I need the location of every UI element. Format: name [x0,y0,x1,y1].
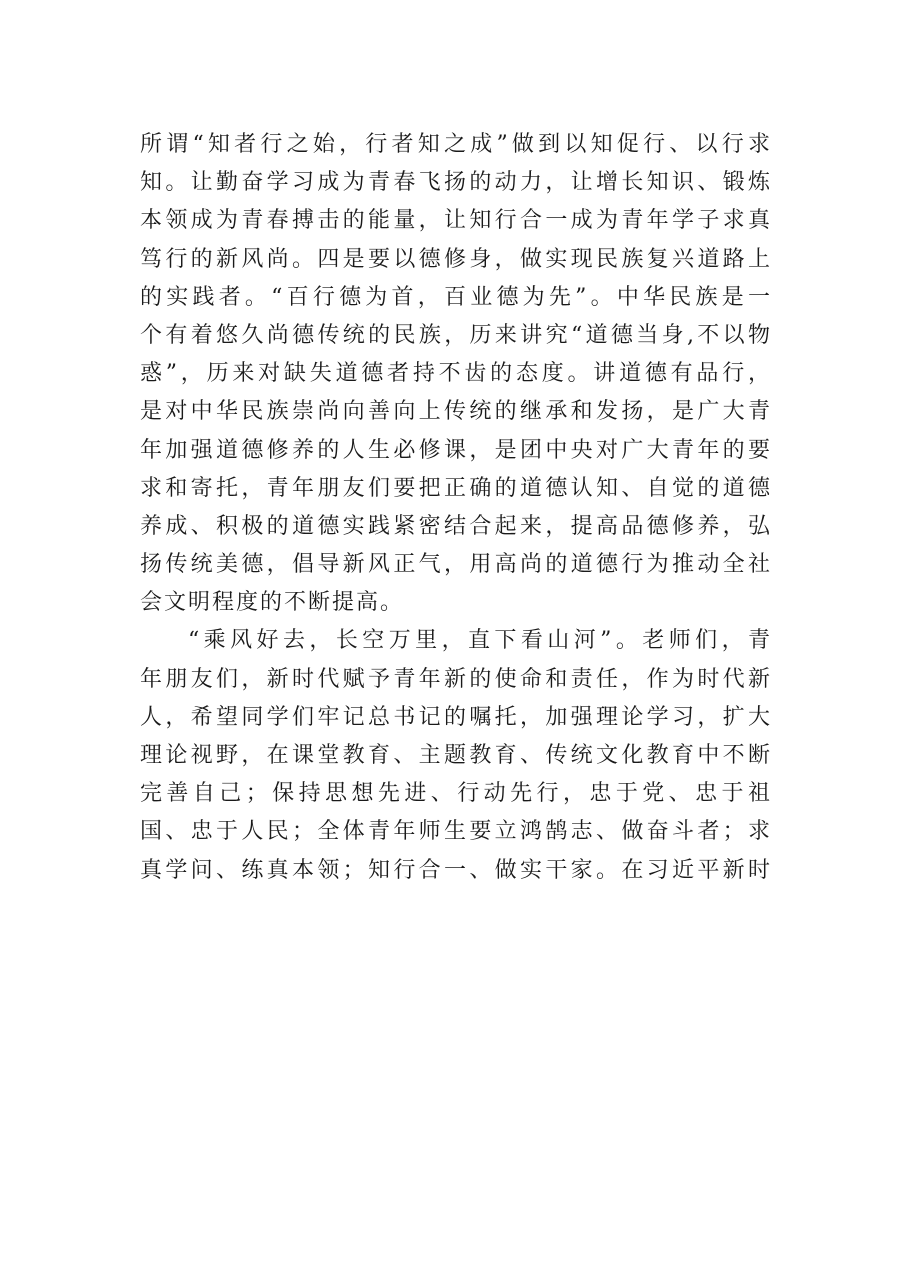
paragraph-1-line-3: 本领成为青春搏击的能量，让知行合一成为青年学子求真 [140,208,772,234]
paragraph-1-line-9: 年加强道德修养的人生必修课，是团中央对广大青年的要 [140,437,772,463]
paragraph-2-line-2: 年朋友们，新时代赋予青年新的使命和责任，作为时代新 [140,666,772,692]
paragraph-2-line-7: 真学问、练真本领；知行合一、做实干家。在习近平新时 [140,857,772,883]
paragraph-1-line-6: 个有着悠久尚德传统的民族，历来讲究“道德当身,不以物 [140,322,772,348]
paragraph-2-line-1: “乘风好去，长空万里，直下看山河”。老师们，青 [188,628,772,654]
paragraph-1-line-4: 笃行的新风尚。四是要以德修身，做实现民族复兴道路上 [140,246,772,272]
paragraph-2-line-4: 理论视野，在课堂教育、主题教育、传统文化教育中不断 [140,743,772,768]
paragraph-1-line-5: 的实践者。“百行德为首，百业德为先”。中华民族是一 [140,284,772,310]
paragraph-1-line-13: 会文明程度的不断提高。 [140,590,405,616]
paragraph-1-line-7: 惑”，历来对缺失道德者持不齿的态度。讲道德有品行， [140,361,772,387]
paragraph-1-line-12: 扬传统美德，倡导新风正气，用高尚的道德行为推动全社 [140,552,772,578]
paragraph-1-line-8: 是对中华民族崇尚向善向上传统的继承和发扬，是广大青 [140,399,772,425]
paragraph-2-line-6: 国、忠于人民；全体青年师生要立鸿鹄志、做奋斗者；求 [140,819,772,845]
paragraph-1-line-11: 养成、积极的道德实践紧密结合起来，提高品德修养，弘 [140,513,772,539]
paragraph-1-line-10: 求和寄托，青年朋友们要把正确的道德认知、自觉的道德 [140,475,772,501]
paragraph-1-line-2: 知。让勤奋学习成为青春飞扬的动力，让增长知识、锻炼 [140,170,772,196]
paragraph-2-line-3: 人，希望同学们牢记总书记的嘱托，加强理论学习，扩大 [140,704,772,730]
paragraph-1-line-1: 所谓“知者行之始，行者知之成”做到以知促行、以行求 [140,132,772,157]
document-body [140,126,772,890]
paragraph-2-line-5: 完善自己；保持思想先进、行动先行，忠于党、忠于祖 [140,781,772,807]
